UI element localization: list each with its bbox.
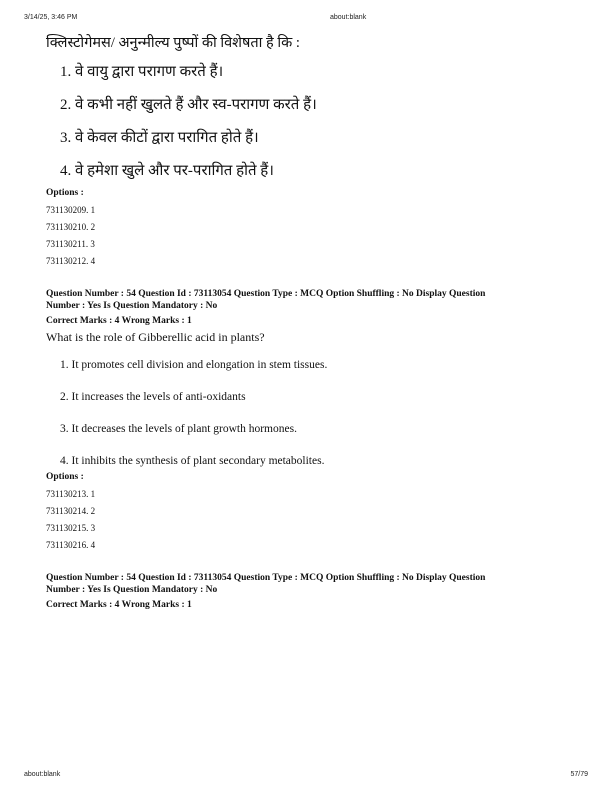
- option-id-list: [46, 204, 95, 272]
- footer-url: about:blank: [24, 771, 61, 778]
- option-id: 731130215. 3: [46, 523, 96, 533]
- options-hindi: [60, 62, 317, 194]
- option-id: 731130212. 4: [46, 256, 96, 266]
- meta-line: Number : Yes Is Question Mandatory : No: [46, 301, 218, 311]
- question-text-english: What is the role of Gibberellic acid in plants?: [46, 330, 265, 344]
- print-datetime: 3/14/25, 3:46 PM: [24, 14, 78, 21]
- option-4: 4. It inhibits the synthesis of plant secondary metabolites.: [60, 455, 325, 467]
- options-english: [60, 357, 327, 485]
- meta-line: Correct Marks : 4 Wrong Marks : 1: [46, 316, 192, 326]
- option-id: 731130211. 3: [46, 239, 95, 249]
- option-2: 2. It increases the levels of anti-oxidants: [60, 391, 246, 403]
- option-id-list: [46, 488, 95, 556]
- print-url: about:blank: [330, 14, 367, 21]
- option-1: 1. वे वायु द्वारा परागण करते हैं।: [60, 64, 224, 80]
- option-id: 731130210. 2: [46, 222, 96, 232]
- option-3: 3. It decreases the levels of plant growth hormones.: [60, 423, 297, 435]
- option-id: 731130216. 4: [46, 540, 96, 550]
- page-number: 57/79: [570, 771, 588, 778]
- option-4: 4. वे हमेशा खुले और पर-परागित होते हैं।: [60, 163, 274, 179]
- question-text-hindi: क्लिस्टोगेमस/ अनुन्मील्य पुष्पों की विशेषता है कि :: [46, 35, 300, 51]
- option-3: 3. वे केवल कीटों द्वारा परागित होते हैं।: [60, 130, 259, 146]
- options-label: Options :: [46, 472, 84, 482]
- meta-line: Question Number : 54 Question Id : 73113054 Question Type : MCQ Option Shuffling : No Display Question: [46, 573, 486, 583]
- option-id: 731130209. 1: [46, 205, 96, 215]
- option-2: 2. वे कभी नहीं खुलते हैं और स्व-परागण करते हैं।: [60, 97, 317, 113]
- option-id: 731130214. 2: [46, 506, 96, 516]
- meta-line: Number : Yes Is Question Mandatory : No: [46, 585, 218, 595]
- option-id: 731130213. 1: [46, 489, 96, 499]
- question-meta: [46, 572, 566, 611]
- options-label: Options :: [46, 188, 84, 198]
- meta-line: Correct Marks : 4 Wrong Marks : 1: [46, 600, 192, 610]
- meta-line: Question Number : 54 Question Id : 73113054 Question Type : MCQ Option Shuffling : No Display Question: [46, 289, 486, 299]
- option-1: 1. It promotes cell division and elongation in stem tissues.: [60, 359, 328, 371]
- question-meta: [46, 288, 566, 327]
